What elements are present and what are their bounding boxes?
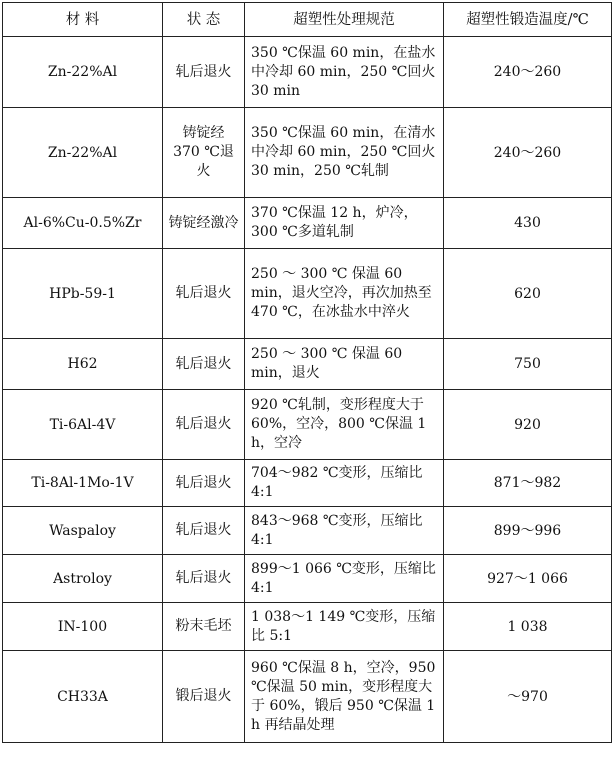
spec-cell: 843～968 ℃变形，压缩比 4:1 — [245, 507, 444, 555]
spec-cell: 899～1 066 ℃变形，压缩比 4:1 — [245, 555, 444, 603]
temp-cell: 899～996 — [444, 507, 612, 555]
spec-cell: 1 038～1 149 ℃变形，压缩比 5:1 — [245, 603, 444, 651]
state-cell: 粉末毛坯 — [163, 603, 245, 651]
state-cell: 轧后退火 — [163, 555, 245, 603]
state-cell: 轧后退火 — [163, 37, 245, 108]
table-row — [3, 555, 612, 603]
material-cell: HPb-59-1 — [3, 249, 163, 339]
state-cell: 铸锭经激冷 — [163, 198, 245, 249]
table-container — [2, 2, 612, 743]
material-cell: CH33A — [3, 651, 163, 743]
spec-cell: 960 ℃保温 8 h，空冷，950 ℃保温 50 min，变形程度大于 60%，锻后 950 ℃保温 1 h 再结晶处理 — [245, 651, 444, 743]
spec-cell: 350 ℃保温 60 min，在清水中冷却 60 min，250 ℃回火 30 min，250 ℃轧制 — [245, 108, 444, 198]
table-row — [3, 390, 612, 460]
table-row — [3, 651, 612, 743]
spec-cell: 350 ℃保温 60 min，在盐水中冷却 60 min，250 ℃回火 30 min — [245, 37, 444, 108]
table-row — [3, 339, 612, 390]
temp-cell: ～970 — [444, 651, 612, 743]
table-row — [3, 603, 612, 651]
material-cell: H62 — [3, 339, 163, 390]
temp-cell: 240～260 — [444, 37, 612, 108]
spec-cell: 704～982 ℃变形，压缩比 4:1 — [245, 460, 444, 507]
material-cell: IN-100 — [3, 603, 163, 651]
temp-cell: 927～1 066 — [444, 555, 612, 603]
state-cell: 轧后退火 — [163, 249, 245, 339]
material-cell: Zn-22%Al — [3, 37, 163, 108]
state-cell: 铸锭经 370 ℃退火 — [163, 108, 245, 198]
header-material: 材 料 — [3, 3, 163, 37]
state-cell: 锻后退火 — [163, 651, 245, 743]
temp-cell: 871～982 — [444, 460, 612, 507]
header-row — [3, 3, 612, 37]
header-state: 状 态 — [163, 3, 245, 37]
table-row — [3, 108, 612, 198]
temp-cell: 620 — [444, 249, 612, 339]
material-cell: Al-6%Cu-0.5%Zr — [3, 198, 163, 249]
state-cell: 轧后退火 — [163, 507, 245, 555]
temp-cell: 240～260 — [444, 108, 612, 198]
spec-cell: 250 ～ 300 ℃ 保温 60 min，退火空冷，再次加热至 470 ℃，在冰盐水中淬火 — [245, 249, 444, 339]
temp-cell: 430 — [444, 198, 612, 249]
superplastic-forging-table — [2, 2, 612, 743]
material-cell: Ti-6Al-4V — [3, 390, 163, 460]
material-cell: Astroloy — [3, 555, 163, 603]
state-cell: 轧后退火 — [163, 390, 245, 460]
material-cell: Waspaloy — [3, 507, 163, 555]
spec-cell: 920 ℃轧制，变形程度大于 60%，空冷，800 ℃保温 1 h，空冷 — [245, 390, 444, 460]
table-row — [3, 507, 612, 555]
header-spec: 超塑性处理规范 — [245, 3, 444, 37]
spec-cell: 250 ～ 300 ℃ 保温 60 min，退火 — [245, 339, 444, 390]
spec-cell: 370 ℃保温 12 h，炉冷，300 ℃多道轧制 — [245, 198, 444, 249]
temp-cell: 750 — [444, 339, 612, 390]
state-cell: 轧后退火 — [163, 339, 245, 390]
material-cell: Zn-22%Al — [3, 108, 163, 198]
state-cell: 轧后退火 — [163, 460, 245, 507]
table-row — [3, 460, 612, 507]
table-row — [3, 249, 612, 339]
temp-cell: 1 038 — [444, 603, 612, 651]
table-row — [3, 198, 612, 249]
temp-cell: 920 — [444, 390, 612, 460]
table-row — [3, 37, 612, 108]
material-cell: Ti-8Al-1Mo-1V — [3, 460, 163, 507]
header-temp: 超塑性锻造温度/℃ — [444, 3, 612, 37]
